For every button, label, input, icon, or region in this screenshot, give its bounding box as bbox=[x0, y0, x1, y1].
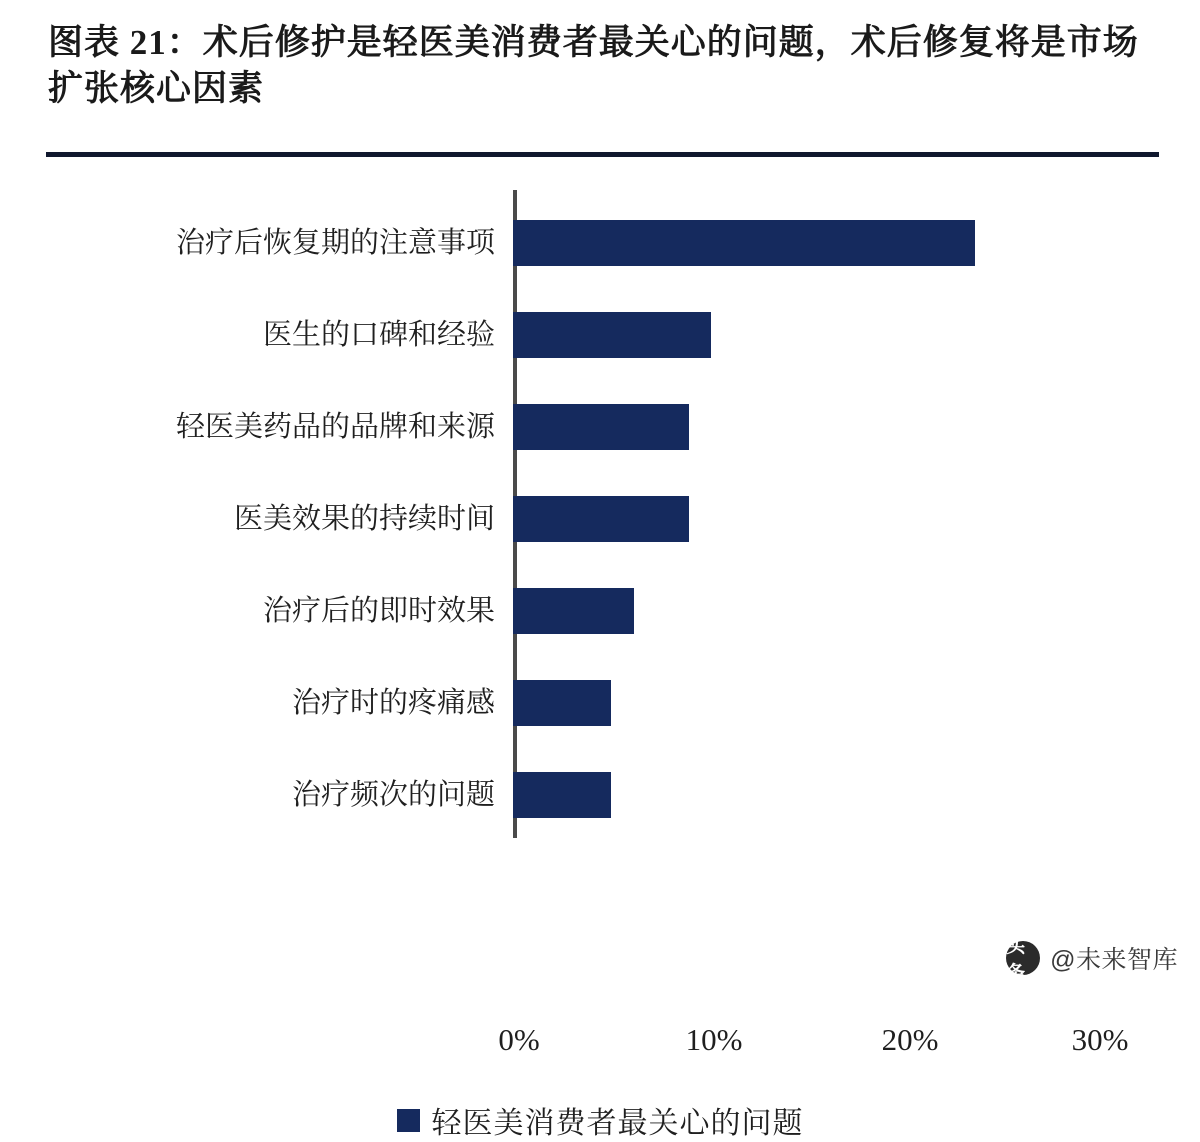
chart-legend bbox=[0, 1098, 1200, 1142]
plot-area bbox=[513, 190, 1100, 838]
watermark-text: @未来智库 bbox=[1050, 946, 1178, 974]
category-label: 医生的口碑和经验 bbox=[262, 319, 495, 351]
bar-2 bbox=[513, 404, 689, 450]
category-label: 治疗频次的问题 bbox=[291, 779, 495, 811]
watermark bbox=[1006, 936, 1178, 984]
x-tick-label: 0% bbox=[498, 1022, 540, 1057]
page-title-text: 图表 21：术后修护是轻医美消费者最关心的问题，术后修复将是市场扩张核心因素 bbox=[48, 23, 1139, 108]
x-tick-label: 20% bbox=[881, 1022, 939, 1057]
legend-label: 轻医美消费者最关心的问题 bbox=[431, 1107, 804, 1140]
page-title bbox=[48, 20, 1158, 112]
toutiao-logo-icon: 头条 bbox=[1006, 941, 1040, 975]
category-label: 治疗后恢复期的注意事项 bbox=[175, 227, 495, 259]
x-tick-label: 10% bbox=[685, 1022, 743, 1057]
category-label: 医美效果的持续时间 bbox=[233, 503, 495, 535]
bar-4 bbox=[513, 588, 634, 634]
legend-item bbox=[397, 1098, 804, 1142]
category-label: 治疗时的疼痛感 bbox=[291, 687, 495, 719]
category-label: 轻医美药品的品牌和来源 bbox=[175, 411, 495, 443]
category-label: 治疗后的即时效果 bbox=[262, 595, 495, 627]
bar-6 bbox=[513, 772, 611, 818]
legend-swatch-icon bbox=[397, 1109, 420, 1132]
bar-1 bbox=[513, 312, 711, 358]
category-axis-labels bbox=[0, 190, 495, 838]
x-tick-label: 30% bbox=[1071, 1022, 1129, 1057]
bar-5 bbox=[513, 680, 611, 726]
title-divider bbox=[46, 152, 1159, 157]
bar-3 bbox=[513, 496, 689, 542]
bar-0 bbox=[513, 220, 975, 266]
